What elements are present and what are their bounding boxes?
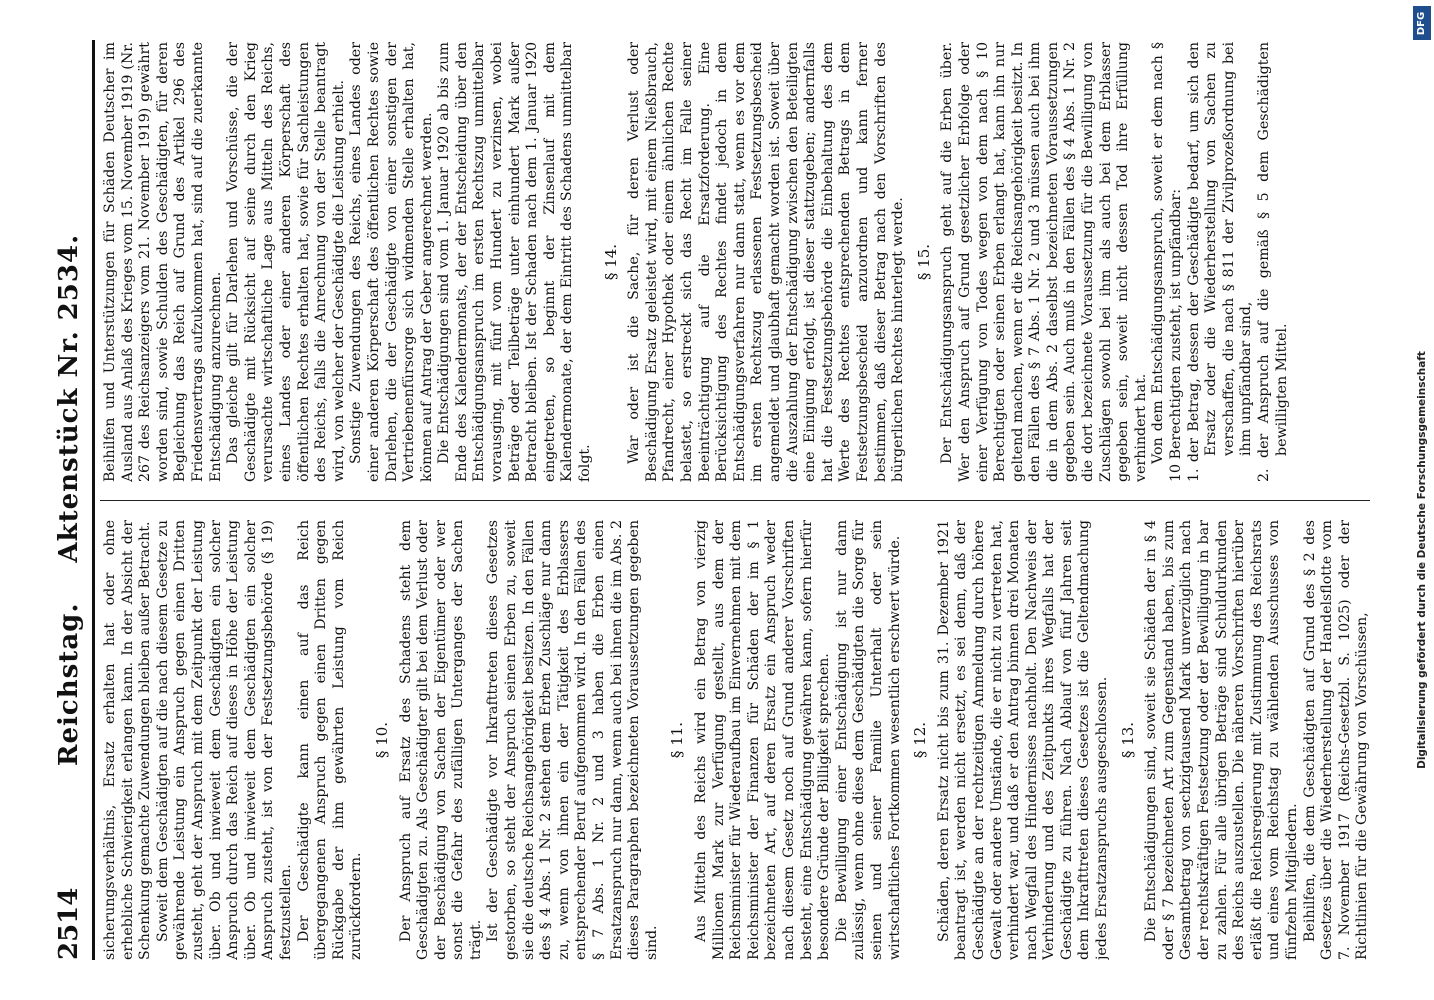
section-heading: § 11. (668, 721, 687, 759)
section-heading: § 15. (914, 243, 933, 281)
document-page (40, 40, 1375, 960)
running-title-right: Aktenstück Nr. 2534. (54, 233, 84, 563)
paragraph: Ist der Geschädigte vor Inkrafttreten dieses Gesetzes gestorben, so steht der Anspruch seinen Erben zu, soweit sie die deutsche Reichsangehörigkeit besitzen. In den Fällen des § 4 Abs. 1 Nr. 2 stehen dem Erben Zuschläge nur dann zu, wenn von ihnen ein der Tätigkeit des Erblassers entsprechender Beruf aufgenommen wird. In den Fällen des § 7 Abs. 1 Nr. 2 und 3 haben die Erben einen Ersatzanspruch nur dann, wenn auch bei ihnen die im Abs. 2 dieses Paragraphen bezeichneten Voraussetzungen gegeben sind. (485, 520, 660, 960)
running-title-left: Reichstag. (54, 602, 84, 767)
list-item: 1. der Betrag, dessen der Geschädigte bedarf, um sich den Ersatz oder die Wiederherstellung von Sachen zu verschaffen, die nach § 811 der Zivilprozeßordnung bei ihm unpfändbar sind, (1185, 42, 1255, 482)
paragraph: Das gleiche gilt für Darlehen und Vorschüsse, die der Geschädigte mit Rücksicht auf seine durch den Krieg verursachte wirtschaftliche Lage aus Mitteln des Reichs, eines Landes oder einer anderen Körperschaft des öffentlichen Rechtes erhalten hat, sowie für Sachleistungen des Reichs, falls die Anrechnung von der Stelle beantragt wird, von welcher der Geschädigte die Leistung erhielt. (225, 42, 347, 482)
left-column (102, 520, 1372, 960)
paragraph: Beihilfen, die dem Geschädigten auf Grund des § 2 des Gesetzes über die Wiederherstellung der Handelsflotte vom 7. November 1917 (Reichs-Gesetzbl. S. 1025) oder der Richtlinien für die Gewährung von Vorschüssen, (1301, 520, 1371, 960)
paragraph: Die Entschädigungen sind, soweit sie Schäden der in § 4 oder § 7 bezeichneten Art zum Gegenstand haben, bis zum Gesamtbetrag von sechzigtausend Mark unverzüglich nach der rechtskräftigen Festsetzung oder der Bewilligung in bar zu zahlen. Für alle übrigen Beträge sind Schuldurkunden des Reichs auszustellen. Die näheren Vorschriften hierüber erläßt die Reichsregierung mit Zustimmung des Reichsrats und eines vom Reichstag zu wählenden Ausschusses von fünfzehn Mitgliedern. (1143, 520, 1300, 960)
paragraph: Der Entschädigungsanspruch geht auf die Erben über. Wer den Anspruch auf Grund gesetzlicher Erbfolge oder einer Verfügung von Todes wegen von dem nach § 10 Berechtigten oder seinen Erben erlangt hat, kann ihn nur geltend machen, wenn er die Reichsangehörigkeit besitzt. In den Fällen des § 7 Abs. 1 Nr. 2 und 3 müssen auch bei ihm die in dem Abs. 2 daselbst bezeichneten Voraussetzungen gegeben sein. Auch muß in den Fällen des § 4 Abs. 1 Nr. 2 die dort bezeichnete Voraussetzung für die Bewilligung von Zuschlägen sowohl bei ihm als auch bei dem Erblasser gegeben sein, soweit nicht dessen Tod ihre Erfüllung verhindert hat. (939, 42, 1149, 482)
header-rule (92, 40, 95, 960)
running-title (54, 234, 84, 766)
section-heading: § 10. (372, 721, 391, 759)
paragraph: sicherungsverhältnis, Ersatz erhalten hat oder ohne erhebliche Schwierigkeit erlangen kann. In der Absicht der Schenkung gemachte Zuwendungen bleiben außer Betracht. (102, 520, 154, 960)
paragraph: Soweit dem Geschädigten auf die nach diesem Gesetze zu gewährende Leistung ein Anspruch gegen einen Dritten zusteht, geht der Anspruch mit dem Zeitpunkt der Leistung über. Ob und inwieweit dem Geschädigten ein solcher Anspruch durch das Reich auf dieses in Höhe der Leistung über. Ob und inwieweit dem Geschädigten ein solcher Anspruch zusteht, ist von der Festsetzungsbehörde (§ 19) festzustellen. (154, 520, 294, 960)
paragraph: Die Entschädigungen sind vom 1. Januar 1920 ab bis zum Ende des Kalendermonats, der der Entscheidung über den Entschädigungsanspruch im ersten Rechtszug unmittelbar vorausging, mit fünf vom Hundert zu verzinsen, wobei Beträge oder Teilbeträge unter einhundert Mark außer Betracht bleiben. Ist der Schaden nach dem 1. Januar 1920 eingetreten, so beginnt der Zinsenlauf mit dem Kalendermonate, der dem Eintritt des Schadens unmittelbar folgt. (436, 42, 594, 482)
paragraph: Der Anspruch auf Ersatz des Schadens steht dem Geschädigten zu. Als Geschädigter gilt bei dem Verlust oder der Beschädigung von Sachen der Eigentümer oder wer sonst die Gefahr des zufälligen Unterganges der Sachen trägt. (397, 520, 484, 960)
paragraph: Von dem Entschädigungsanspruch, soweit er dem nach § 10 Berechtigten zusteht, ist unpfändbar: (1150, 42, 1185, 482)
dfg-logo: DFG (1413, 6, 1431, 40)
digitization-sidebar (1410, 0, 1434, 1000)
funding-notice: Digitalisierung gefördert durch die Deutsche Forschungsgemeinschaft (1416, 351, 1428, 769)
paragraph: War oder ist die Sache, für deren Verlust oder Beschädigung Ersatz geleistet wird, mit einem Nießbrauch, Pfandrecht, einer Hypothek oder einem ähnlichen Rechte belastet, so erstreckt sich das Recht im Falle seiner Beeinträchtigung auf die Ersatzforderung. Eine Berücksichtigung des Rechtes findet jedoch in dem Entschädigungsverfahren nur dann statt, wenn es vor dem im ersten Rechtszug erlassenen Festsetzungsbescheid angemeldet und glaubhaft gemacht worden ist. Soweit über die Auszahlung der Entschädigung zwischen den Beteiligten eine Einigung erfolgt, ist dieser stattzugeben; andernfalls hat die Festsetzungsbehörde die Einbehaltung des dem Werte des Rechtes entsprechenden Betrags in dem Festsetzungsbescheid anzuordnen und kann ferner bestimmen, daß dieser Betrag nach den Vorschriften des bürgerlichen Rechtes hinterlegt werde. (626, 42, 907, 482)
section-heading: § 14. (601, 243, 620, 281)
section-heading: § 13. (1118, 721, 1137, 759)
paragraph: Schäden, deren Ersatz nicht bis zum 31. Dezember 1921 beantragt ist, werden nicht ersetzt, es sei denn, daß der Geschädigte an der rechtzeitigen Anmeldung durch höhere Gewalt oder andere Umstände, die er nicht zu vertreten hat, verhindert war, und daß er den Antrag binnen drei Monaten nach Wegfall des Hindernisses nachholt. Den Nachweis der Verhinderung und des Zeitpunkts ihres Wegfalls hat der Geschädigte zu führen. Nach Ablauf von fünf Jahren seit dem Inkrafttreten dieses Gesetzes ist die Geltendmachung jedes Ersatzanspruchs ausgeschlossen. (935, 520, 1111, 960)
paragraph: Beihilfen und Unterstützungen für Schäden Deutscher im Ausland aus Anlaß des Krieges vom 15. November 1919 (Nr. 267 des Reichsanzeigers vom 21. November 1919) gewährt worden sind, sowie Schulden des Geschädigten, für deren Begleichung das Reich auf Grund des Artikel 296 des Friedensvertrags aufzukommen hat, sind auf die zuerkannte Entschädigung anzurechnen. (102, 42, 224, 482)
section-heading: § 12. (911, 721, 930, 759)
list-item: 2. der Anspruch auf die gemäß § 5 dem Geschädigten bewilligten Mittel. (1256, 42, 1290, 482)
paragraph: Die Bewilligung einer Entschädigung ist nur dann zulässig, wenn ohne diese dem Geschädigten die Sorge für seinen und seiner Familie Unterhalt oder sein wirtschaftliches Fortkommen wesentlich erschwert würde. (833, 520, 903, 960)
paragraph: Der Geschädigte kann einen auf das Reich übergegangenen Anspruch gegen einen Dritten gegen Rückgabe der ihm gewährten Leistung vom Reich zurückfordern. (295, 520, 365, 960)
column-divider (100, 500, 1370, 501)
page-number: 2514 (54, 887, 84, 960)
paragraph: Aus Mitteln des Reichs wird ein Betrag von vierzig Millionen Mark zur Verfügung gestellt, aus dem der Reichsminister für Wiederaufbau im Einvernehmen mit dem Reichsminister der Finanzen für Schäden der im § 1 bezeichneten Art, auf deren Ersatz ein Anspruch weder nach diesem Gesetz noch auf Grund anderer Vorschriften besteht, eine Entschädigung gewähren kann, sofern hierfür besondere Gründe der Billigkeit sprechen. (693, 520, 833, 960)
right-column (102, 42, 1372, 482)
paragraph: Sonstige Zuwendungen des Reichs, eines Landes oder einer anderen Körperschaft des öffentlichen Rechtes sowie Darlehen, die der Geschädigte von einer sonstigen der Vertriebenenfürsorge sich widmenden Stelle erhalten hat, können auf Antrag der Geber angerechnet werden. (348, 42, 435, 482)
page-header (40, 40, 84, 960)
